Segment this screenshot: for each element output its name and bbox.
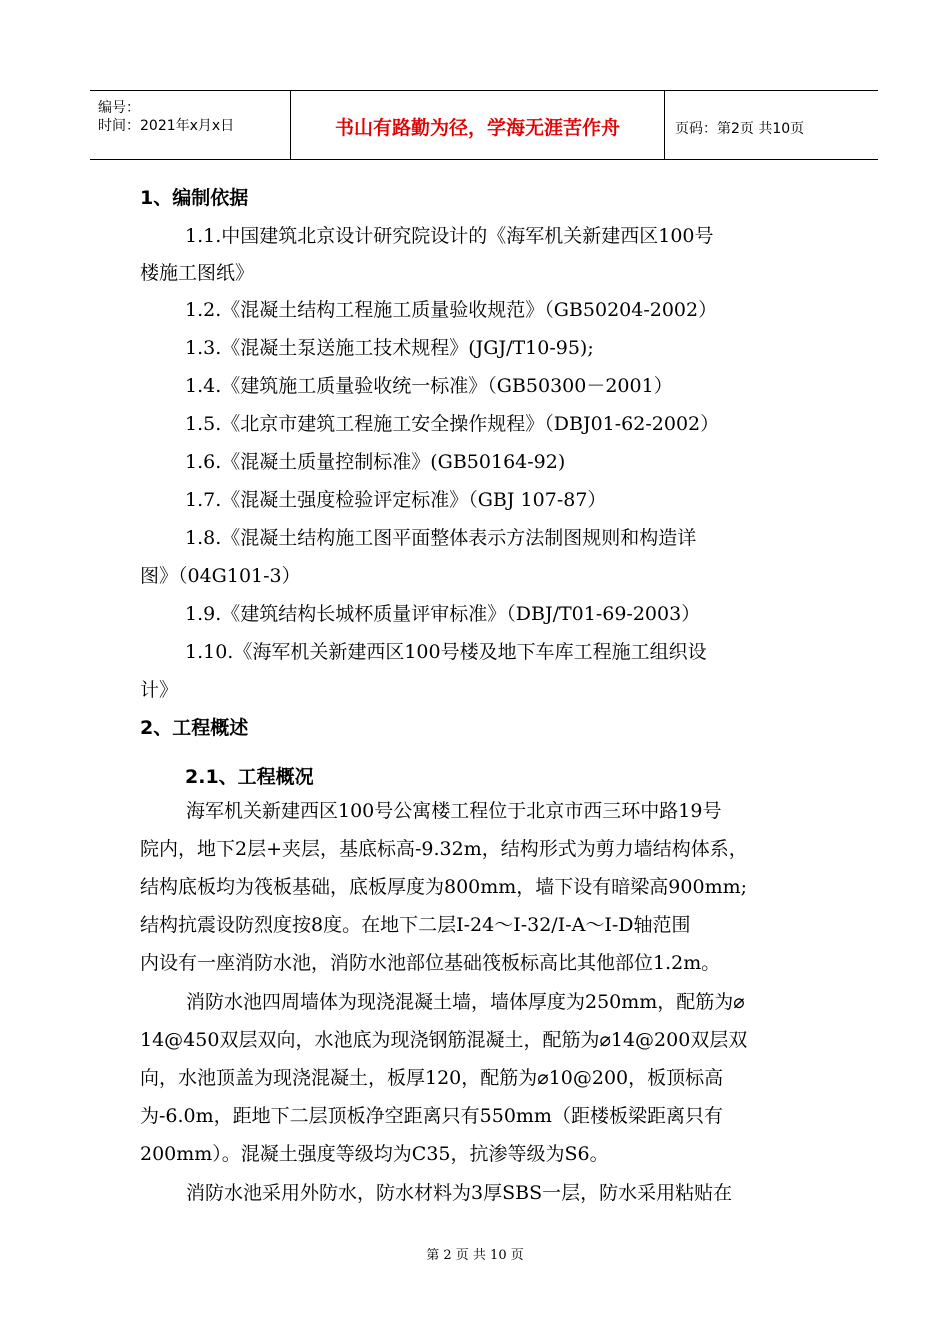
paragraph-line: 1.6.《混凝土质量控制标准》(GB50164-92) bbox=[185, 451, 566, 473]
paragraph-line: 海军机关新建西区100号公寓楼工程位于北京市西三环中路19号 bbox=[186, 800, 722, 822]
header-page-cell bbox=[665, 91, 878, 159]
paragraph-line: 1.5.《北京市建筑工程施工安全操作规程》（DBJ01-62-2002） bbox=[185, 413, 720, 435]
paragraph-line: 消防水池四周墙体为现浇混凝土墙，墙体厚度为250mm，配筋为⌀ bbox=[186, 991, 745, 1013]
paragraph-line: 1.8.《混凝土结构施工图平面整体表示方法制图规则和构造详 bbox=[185, 527, 697, 549]
paragraph-line: 200mm）。混凝土强度等级均为C35，抗渗等级为S6。 bbox=[140, 1143, 609, 1165]
paragraph-line: 14@450双层双向，水池底为现浇钢筋混凝土，配筋为⌀14@200双层双 bbox=[140, 1029, 748, 1051]
page-footer: 第 2 页 共 10 页 bbox=[426, 1248, 524, 1263]
paragraph-line: 结构底板均为筏板基础，底板厚度为800mm，墙下设有暗梁高900mm; bbox=[140, 876, 747, 898]
paragraph-line: 1.10.《海军机关新建西区100号楼及地下车库工程施工组织设 bbox=[185, 641, 707, 663]
paragraph-line: 向，水池顶盖为现浇混凝土，板厚120，配筋为⌀10@200，板顶标高 bbox=[140, 1067, 724, 1089]
paragraph-line: 院内，地下2层+夹层，基底标高-9.32m，结构形式为剪力墙结构体系， bbox=[140, 838, 748, 860]
paragraph-line: 1.3.《混凝土泵送施工技术规程》(JGJ/T10-95); bbox=[185, 337, 594, 359]
header-motto-cell bbox=[290, 91, 665, 159]
document-number-label: 编号： bbox=[98, 100, 140, 116]
paragraph-line: 1.7.《混凝土强度检验评定标准》（GBJ 107-87） bbox=[185, 489, 607, 511]
paragraph-line: 1.2.《混凝土结构工程施工质量验收规范》（GB50204-2002） bbox=[185, 299, 718, 321]
paragraph-line: 1.1.中国建筑北京设计研究院设计的《海军机关新建西区100号 bbox=[185, 225, 714, 247]
paragraph-line: 消防水池采用外防水，防水材料为3厚SBS一层，防水采用粘贴在 bbox=[186, 1182, 733, 1204]
section-heading-2: 2、工程概述 bbox=[140, 717, 249, 739]
paragraph-line: 结构抗震设防烈度按8度。在地下二层I-24～I-32/I-A～I-D轴范围 bbox=[140, 914, 691, 936]
section-heading-1: 1、编制依据 bbox=[140, 187, 249, 209]
header-table bbox=[90, 90, 878, 160]
header-page-info: 页码：第2页 共10页 bbox=[675, 121, 805, 137]
header-meta-cell bbox=[90, 91, 290, 159]
subsection-heading: 2.1、工程概况 bbox=[185, 766, 314, 788]
paragraph-line: 内设有一座消防水池，消防水池部位基础筏板标高比其他部位1.2m。 bbox=[140, 952, 721, 974]
paragraph-line: 1.9.《建筑结构长城杯质量评审标准》（DBJ/T01-69-2003） bbox=[185, 603, 701, 625]
paragraph-line: 1.4.《建筑施工质量验收统一标准》（GB50300－2001） bbox=[185, 375, 673, 397]
paragraph-line: 计》 bbox=[140, 679, 179, 701]
paragraph-line: 楼施工图纸》 bbox=[140, 262, 255, 284]
paragraph-line: 为-6.0m，距地下二层顶板净空距离只有550mm（距楼板梁距离只有 bbox=[140, 1105, 723, 1127]
document-date: 时间：2021年x月x日 bbox=[98, 118, 235, 134]
header-motto: 书山有路勤为径，学海无涯苦作舟 bbox=[334, 117, 620, 139]
paragraph-line: 图》（04G101-3） bbox=[140, 565, 301, 587]
